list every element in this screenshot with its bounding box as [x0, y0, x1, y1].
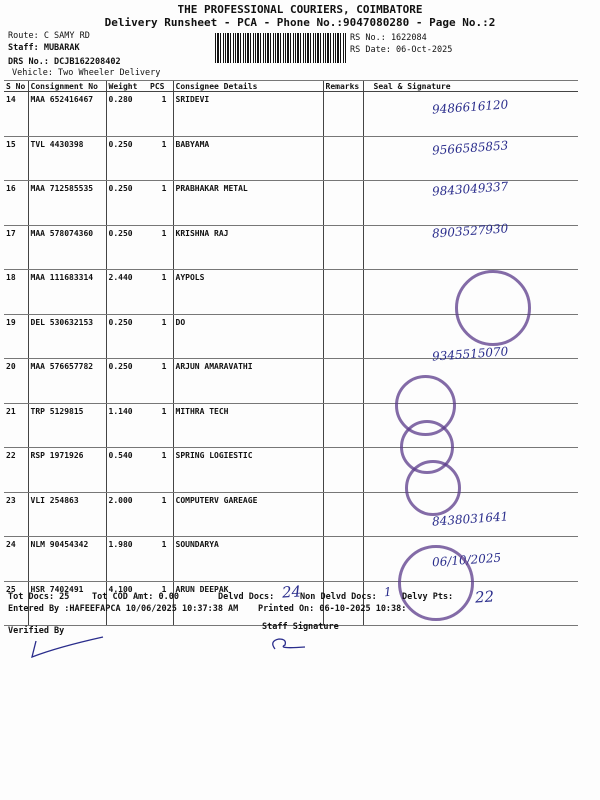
- sno-cell: 19: [4, 314, 28, 359]
- sno-cell: 22: [4, 448, 28, 493]
- sno-cell: 25: [4, 581, 28, 626]
- table-row: [4, 359, 578, 404]
- delvd-docs-handwritten: 24: [281, 582, 302, 602]
- col-remarks: Remarks: [323, 81, 363, 92]
- verified-by: Verified By: [8, 626, 65, 636]
- pcs-cell: 1: [148, 225, 173, 270]
- consignee-cell: ARJUN AMARAVATHI: [173, 359, 323, 404]
- delvy-pts-handwritten: 22: [474, 587, 495, 607]
- company-title: THE PROFESSIONAL COURIERS, COIMBATORE: [177, 3, 423, 16]
- company-seal-stamp: [455, 270, 531, 346]
- col-consignment: Consignment No: [28, 81, 106, 92]
- printed-on: Printed On: 06-10-2025 10:38:: [258, 604, 407, 614]
- remarks-cell: [323, 314, 363, 359]
- sno-cell: 16: [4, 181, 28, 226]
- weight-cell: 0.280: [106, 92, 148, 137]
- tot-cod: Tot COD Amt: 0.00: [92, 592, 179, 602]
- consignment-no-cell: RSP 1971926: [28, 448, 106, 493]
- weight-cell: 0.540: [106, 448, 148, 493]
- weight-cell: 0.250: [106, 314, 148, 359]
- non-delvd-docs-label: Non Delvd Docs:: [300, 592, 377, 602]
- pcs-cell: 1: [148, 92, 173, 137]
- seal-signature-cell: [363, 448, 578, 493]
- weight-cell: 1.980: [106, 537, 148, 582]
- consignee-cell: DO: [173, 314, 323, 359]
- pcs-cell: 1: [148, 581, 173, 626]
- col-weight: Weight: [106, 81, 148, 92]
- vehicle: Vehicle: Two Wheeler Delivery: [12, 68, 161, 78]
- remarks-cell: [323, 448, 363, 493]
- consignment-no-cell: HSR 7402491: [28, 581, 106, 626]
- sno-cell: 14: [4, 92, 28, 137]
- pcs-cell: 1: [148, 537, 173, 582]
- col-sno: S No: [4, 81, 28, 92]
- table-row: [4, 448, 578, 493]
- entered-by: Entered By :HAFEEFAPCA 10/06/2025 10:37:38 AM: [8, 604, 239, 614]
- consignment-no-cell: MAA 111683314: [28, 270, 106, 315]
- weight-cell: 1.140: [106, 403, 148, 448]
- consignee-cell: SOUNDARYA: [173, 537, 323, 582]
- sno-cell: 23: [4, 492, 28, 537]
- drs-no: DRS No.: DCJB162208402: [8, 57, 121, 67]
- consignee-cell: BABYAMA: [173, 136, 323, 181]
- pcs-cell: 1: [148, 314, 173, 359]
- delvd-docs-label: Delvd Docs:: [218, 592, 275, 602]
- remarks-cell: [323, 537, 363, 582]
- pcs-cell: 1: [148, 136, 173, 181]
- sno-cell: 17: [4, 225, 28, 270]
- pcs-cell: 1: [148, 359, 173, 404]
- consignee-cell: ARUN DEEPAK: [173, 581, 323, 626]
- remarks-cell: [323, 492, 363, 537]
- weight-cell: 0.250: [106, 181, 148, 226]
- consignee-cell: MITHRA TECH: [173, 403, 323, 448]
- weight-cell: 4.100: [106, 581, 148, 626]
- sno-cell: 15: [4, 136, 28, 181]
- weight-cell: 0.250: [106, 136, 148, 181]
- pcs-cell: 1: [148, 403, 173, 448]
- delvy-pts-label: Delvy Pts:: [402, 592, 454, 602]
- weight-cell: 2.000: [106, 492, 148, 537]
- consignee-cell: SRIDEVI: [173, 92, 323, 137]
- route: Route: C SAMY RD: [8, 31, 90, 41]
- consignee-cell: AYPOLS: [173, 270, 323, 315]
- barcode: [215, 33, 347, 63]
- runsheet-subtitle: Delivery Runsheet - PCA - Phone No.:9047080280 - Page No.:2: [104, 16, 496, 29]
- consignee-cell: SPRING LOGIESTIC: [173, 448, 323, 493]
- pcs-cell: 1: [148, 492, 173, 537]
- table-row: [4, 403, 578, 448]
- pcs-cell: 1: [148, 181, 173, 226]
- handwritten-phone: 9345515070: [431, 344, 509, 364]
- consignment-no-cell: MAA 578074360: [28, 225, 106, 270]
- remarks-cell: [323, 359, 363, 404]
- sno-cell: 24: [4, 537, 28, 582]
- consignment-no-cell: MAA 652416467: [28, 92, 106, 137]
- remarks-cell: [323, 92, 363, 137]
- weight-cell: 0.250: [106, 359, 148, 404]
- pcs-cell: 1: [148, 270, 173, 315]
- remarks-cell: [323, 403, 363, 448]
- consignment-no-cell: MAA 712585535: [28, 181, 106, 226]
- verified-signature: [28, 633, 108, 663]
- staff-signature-mark: [265, 633, 325, 655]
- handwritten-phone: 9843049337: [431, 179, 509, 200]
- sno-cell: 18: [4, 270, 28, 315]
- remarks-cell: [323, 181, 363, 226]
- handwritten-phone: 8438031641: [431, 509, 509, 529]
- tot-docs: Tot Docs: 25: [8, 592, 70, 602]
- consignee-cell: PRABHAKAR METAL: [173, 181, 323, 226]
- rs-date: RS Date: 06-Oct-2025: [350, 45, 453, 55]
- handwritten-phone: 8903527930: [431, 220, 509, 241]
- pcs-cell: 1: [148, 448, 173, 493]
- computer-garage-seal-stamp: [405, 460, 461, 516]
- consignment-no-cell: TVL 4430398: [28, 136, 106, 181]
- consignee-cell: KRISHNA RAJ: [173, 225, 323, 270]
- consignment-no-cell: TRP 5129815: [28, 403, 106, 448]
- consignment-no-cell: NLM 90454342: [28, 537, 106, 582]
- rs-no: RS No.: 1622084: [350, 33, 427, 43]
- remarks-cell: [323, 136, 363, 181]
- consignment-no-cell: VLI 254863: [28, 492, 106, 537]
- staff-signature: Staff Signature: [262, 622, 339, 632]
- col-consignee: Consignee Details: [173, 81, 323, 92]
- sno-cell: 21: [4, 403, 28, 448]
- non-delvd-handwritten: 1: [383, 584, 393, 600]
- sno-cell: 20: [4, 359, 28, 404]
- handwritten-phone: 9486616120: [431, 97, 509, 117]
- consignee-cell: COMPUTERV GAREAGE: [173, 492, 323, 537]
- col-pcs: PCS: [148, 81, 173, 92]
- handwritten-phone: 06/10/2025: [431, 550, 502, 570]
- weight-cell: 0.250: [106, 225, 148, 270]
- col-seal: Seal & Signature: [363, 81, 578, 92]
- cloudify-seal-stamp: [398, 545, 474, 621]
- staff: Staff: MUBARAK: [8, 43, 80, 53]
- consignment-no-cell: DEL 530632153: [28, 314, 106, 359]
- handwritten-phone: 9566585853: [431, 138, 509, 158]
- consignment-no-cell: MAA 576657782: [28, 359, 106, 404]
- remarks-cell: [323, 225, 363, 270]
- remarks-cell: [323, 270, 363, 315]
- weight-cell: 2.440: [106, 270, 148, 315]
